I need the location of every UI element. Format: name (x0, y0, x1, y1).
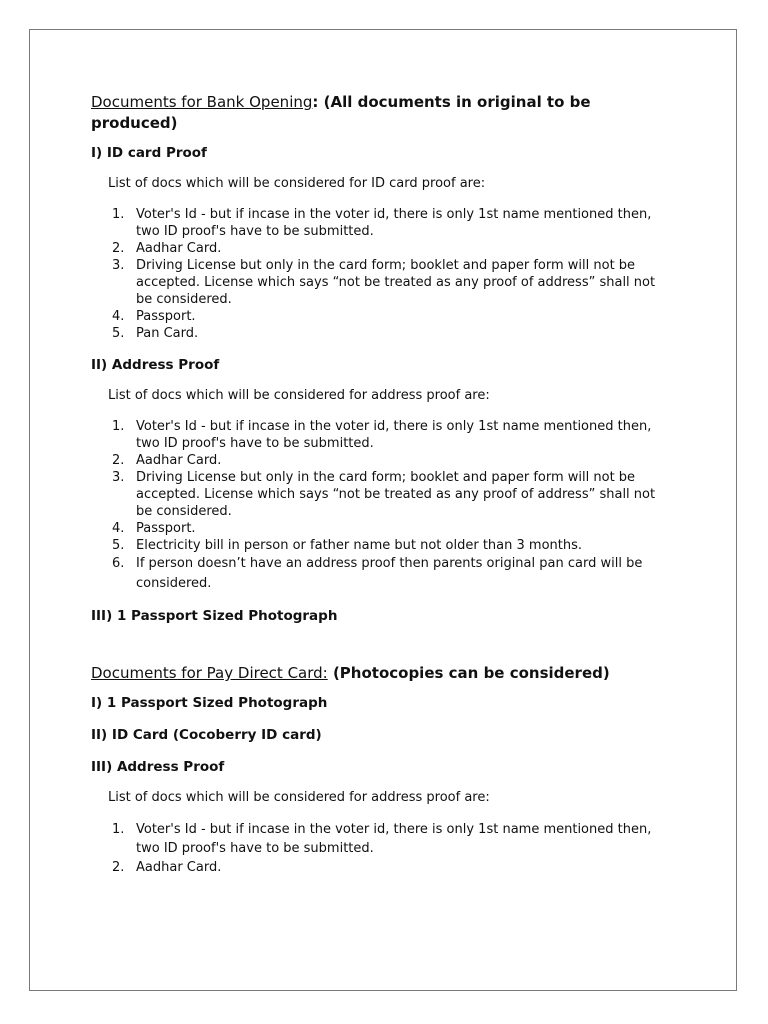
list-item: 2. Aadhar Card. (112, 860, 222, 875)
list-item: 4. Passport. (112, 521, 196, 536)
pay-direct-address-heading: III) Address Proof (91, 759, 225, 775)
list-item: 2. Aadhar Card. (112, 453, 222, 468)
list-item: 1. Voter's Id - but if incase in the voter id, there is only 1st name mentioned then, two ID proof's have to be submitted. (112, 207, 652, 239)
pay-direct-title (91, 663, 691, 684)
pay-direct-address-list (91, 820, 666, 877)
address-proof-list (91, 418, 666, 594)
document-content (91, 92, 691, 877)
pay-direct-address-intro: List of docs which will be considered for address proof are: (108, 790, 490, 805)
list-item: 6. If person doesn’t have an address proof then parents original pan card will be considered. (112, 556, 643, 591)
bank-opening-title (91, 92, 636, 134)
photo-heading: III) 1 Passport Sized Photograph (91, 608, 338, 624)
id-proof-intro: List of docs which will be considered for ID card proof are: (108, 176, 486, 191)
address-proof-intro: List of docs which will be considered for address proof are: (108, 388, 490, 403)
list-item: 1. Voter's Id - but if incase in the voter id, there is only 1st name mentioned then, two ID proof's have to be submitted. (112, 822, 652, 856)
bank-opening-title-underlined: Documents for Bank Opening (91, 93, 313, 111)
pay-direct-id-heading: II) ID Card (Cocoberry ID card) (91, 727, 322, 743)
pay-direct-title-underlined: Documents for Pay Direct Card: (91, 664, 328, 682)
list-item: 2. Aadhar Card. (112, 241, 222, 256)
list-item: 4. Passport. (112, 309, 196, 324)
document-page (29, 29, 737, 991)
address-proof-heading: II) Address Proof (91, 357, 220, 373)
bank-opening-title-note: : (All documents in original to be produced) (91, 93, 591, 132)
id-proof-heading: I) ID card Proof (91, 145, 207, 161)
list-item: 3. Driving License but only in the card form; booklet and paper form will not be accepted. License which says “not be treated as any proof of address” shall not be considered. (112, 470, 656, 519)
list-item: 3. Driving License but only in the card form; booklet and paper form will not be accepted. License which says “not be treated as any proof of address” shall not be considered. (112, 258, 656, 307)
list-item: 5. Pan Card. (112, 326, 199, 341)
pay-direct-photo-heading: I) 1 Passport Sized Photograph (91, 695, 328, 711)
list-item: 5. Electricity bill in person or father name but not older than 3 months. (112, 538, 582, 553)
id-proof-list (91, 206, 666, 342)
pay-direct-title-note: (Photocopies can be considered) (327, 664, 610, 682)
list-item: 1. Voter's Id - but if incase in the voter id, there is only 1st name mentioned then, two ID proof's have to be submitted. (112, 419, 652, 451)
